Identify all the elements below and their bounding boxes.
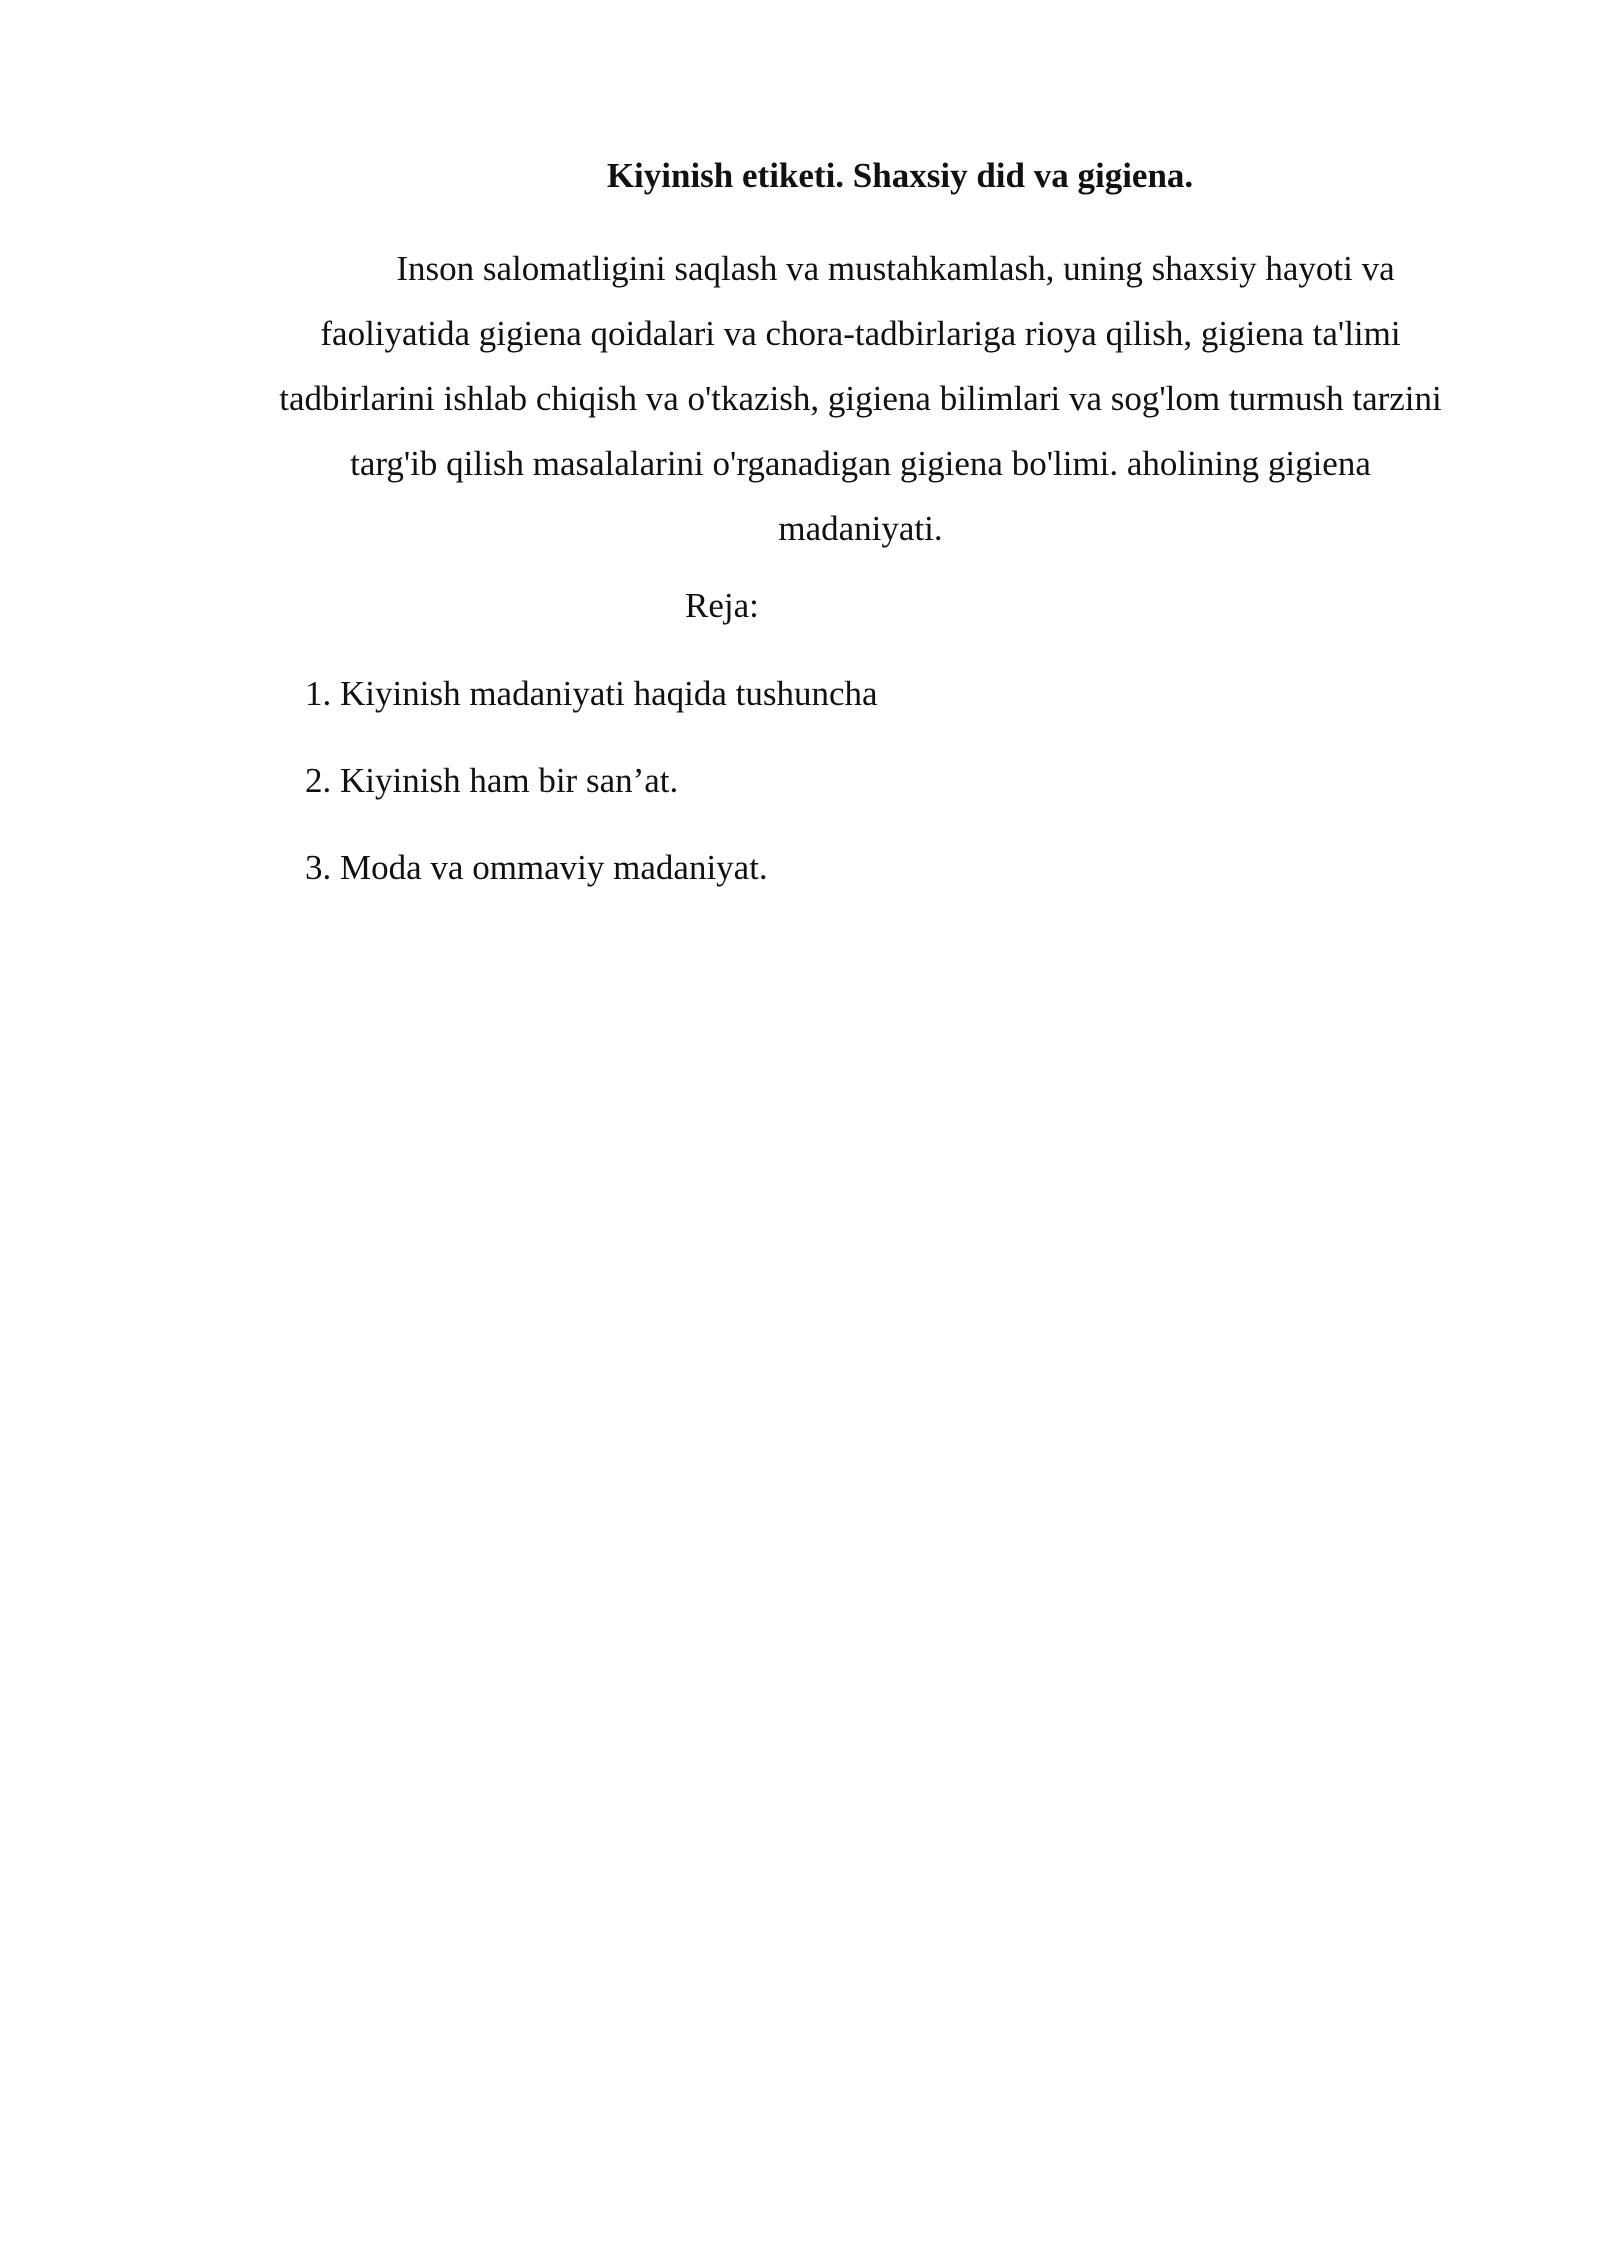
intro-line-4: targ'ib qilish masalalarini o'rganadigan gigiena bo'limi. aholining gigiena (350, 444, 1371, 483)
document-title: Kiyinish etiketi. Shaxsiy did va gigiena. (606, 156, 1194, 195)
plan-item-2: 2. Kiyinish ham bir san’at. (305, 761, 679, 800)
intro-line-1: Inson salomatligini saqlash va mustahkamlash, uning shaxsiy hayoti va (396, 249, 1395, 288)
plan-list (305, 668, 878, 929)
intro-line-3: tadbirlarini ishlab chiqish va o'tkazish, gigiena bilimlari va sog'lom turmush tarzini (279, 379, 1442, 418)
intro-line-2: faoliyatida gigiena qoidalari va chora-tadbirlariga rioya qilish, gigiena ta'limi (320, 314, 1401, 353)
title-area (0, 0, 1600, 220)
intro-line-5: madaniyati. (778, 509, 943, 548)
plan-item-1: 1. Kiyinish madaniyati haqida tushuncha (305, 674, 878, 713)
intro-paragraph (218, 236, 1503, 561)
plan-item-3: 3. Moda va ommaviy madaniyat. (305, 848, 768, 887)
plan-heading: Reja: (685, 586, 759, 625)
